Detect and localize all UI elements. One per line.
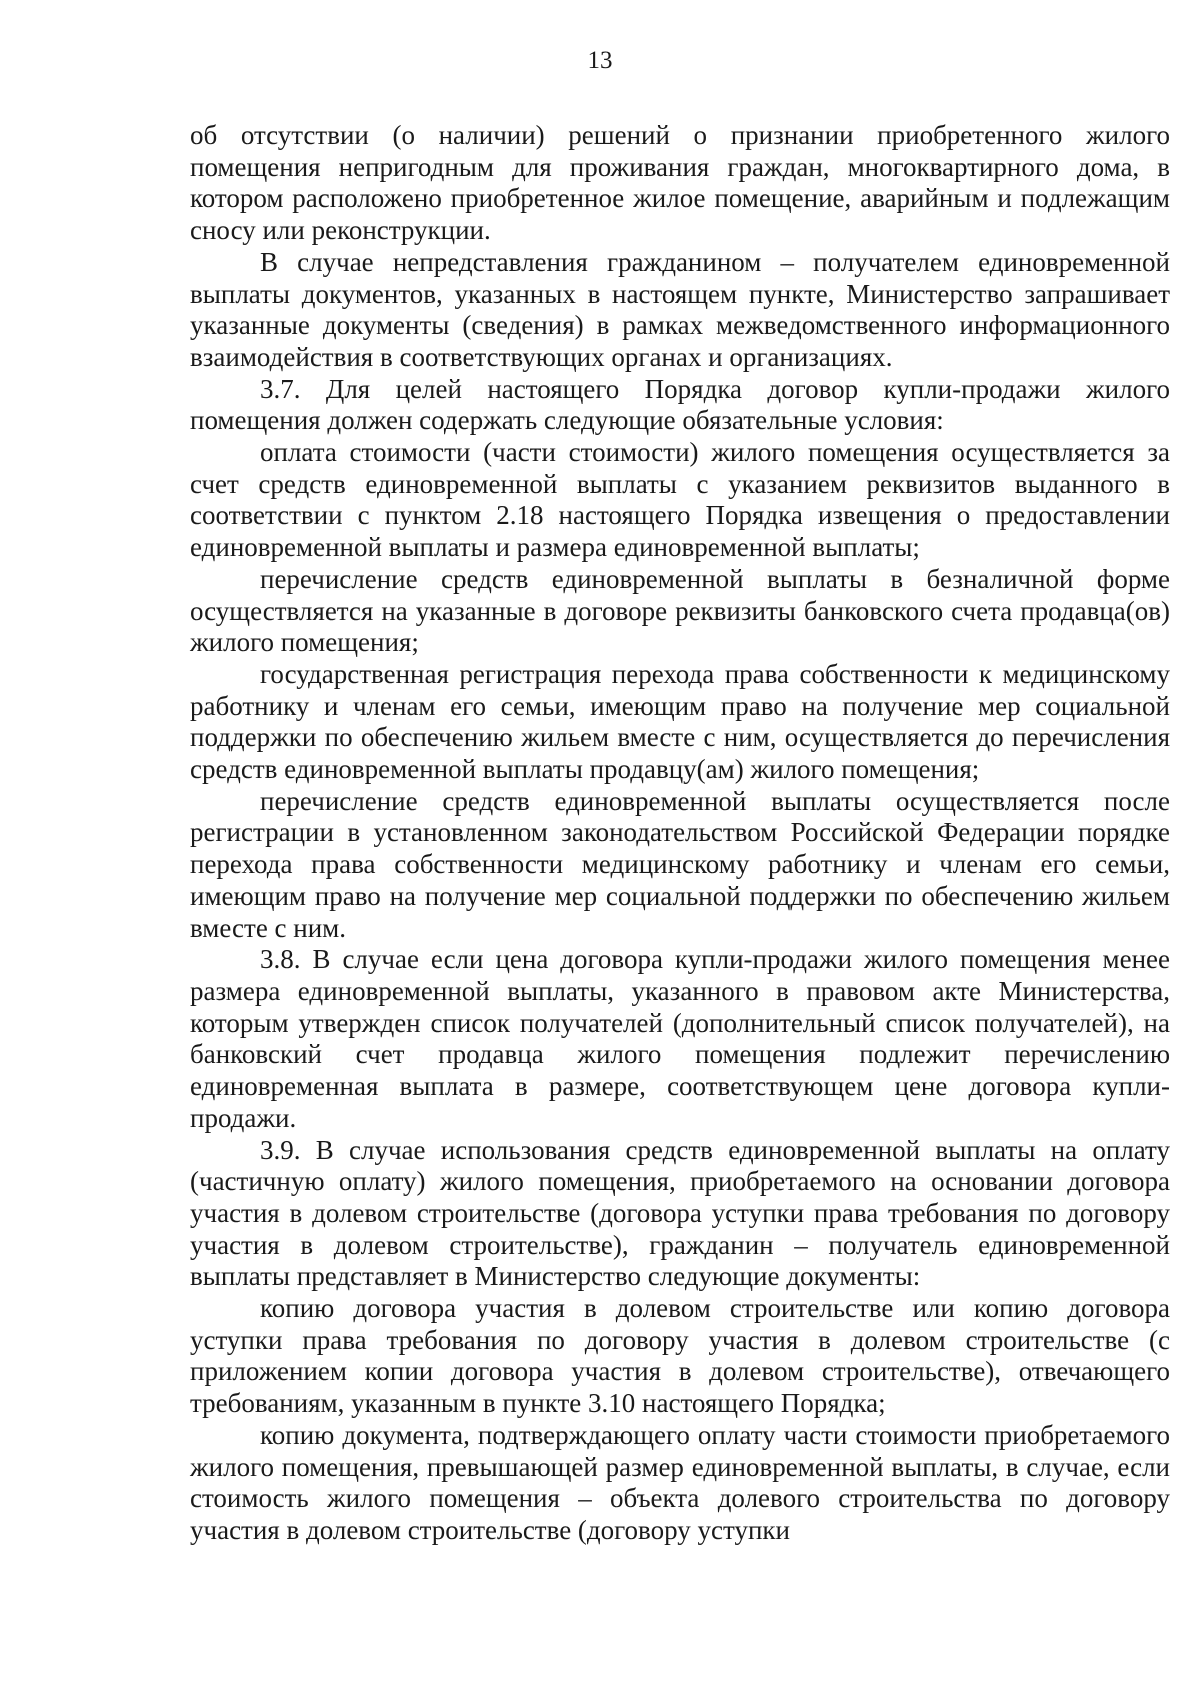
paragraph-9: 3.9. В случае использования средств единовременной выплаты на оплату (частичную оплату) жилого помещения, приобретаемого на основании договора участия в долевом строительстве (договора уступки права требования по договору участия в долевом строительстве), гражданин – получатель единовременной выплаты представляет в Министерство следующие документы: [190, 1134, 1170, 1292]
paragraph-3: 3.7. Для целей настоящего Порядка договор купли-продажи жилого помещения должен содержать следующие обязательные условия: [190, 373, 1170, 436]
paragraph-7: перечисление средств единовременной выплаты осуществляется после регистрации в установленном законодательством Российской Федерации порядке перехода права собственности медицинскому работнику и членам его семьи, имеющим право на получение мер социальной поддержки по обеспечению жильем вместе с ним. [190, 785, 1170, 943]
document-body [190, 120, 1170, 1547]
paragraph-8: 3.8. В случае если цена договора купли-продажи жилого помещения менее размера единовременной выплаты, указанного в правовом акте Министерства, которым утвержден список получателей (дополнительный список получателей), на банковский счет продавца жилого помещения подлежит перечислению единовременная выплата в размере, соответствующем цене договора купли-продажи. [190, 944, 1170, 1133]
paragraph-4: оплата стоимости (части стоимости) жилого помещения осуществляется за счет средств единовременной выплаты с указанием реквизитов выданного в соответствии с пунктом 2.18 настоящего Порядка извещения о предоставлении единовременной выплаты и размера единовременной выплаты; [190, 437, 1170, 563]
paragraph-10: копию договора участия в долевом строительстве или копию договора уступки права требования по договору участия в долевом строительстве (с приложением копии договора участия в долевом строительстве), отвечающего требованиям, указанным в пункте 3.10 настоящего Порядка; [190, 1293, 1170, 1419]
paragraph-2: В случае непредставления гражданином – получателем единовременной выплаты документов, указанных в настоящем пункте, Министерство запрашивает указанные документы (сведения) в рамках межведомственного информационного взаимодействия в соответствующих органах и организациях. [190, 246, 1170, 372]
paragraph-6: государственная регистрация перехода права собственности к медицинскому работнику и членам его семьи, имеющим право на получение мер социальной поддержки по обеспечению жильем вместе с ним, осуществляется до перечисления средств единовременной выплаты продавцу(ам) жилого помещения; [190, 658, 1170, 785]
paragraph-11: копию документа, подтверждающего оплату части стоимости приобретаемого жилого помещения, превышающей размер единовременной выплаты, в случае, если стоимость жилого помещения – объекта долевого строительства по договору участия в долевом строительстве (договору уступки [190, 1419, 1170, 1545]
page-number: 13 [587, 47, 613, 74]
paragraph-1: об отсутствии (о наличии) решений о признании приобретенного жилого помещения непригодным для проживания граждан, многоквартирного дома, в котором расположено приобретенное жилое помещение, аварийным и подлежащим сносу или реконструкции. [190, 120, 1170, 246]
paragraph-5: перечисление средств единовременной выплаты в безналичной форме осуществляется на указанные в договоре реквизиты банковского счета продавца(ов) жилого помещения; [190, 563, 1170, 658]
